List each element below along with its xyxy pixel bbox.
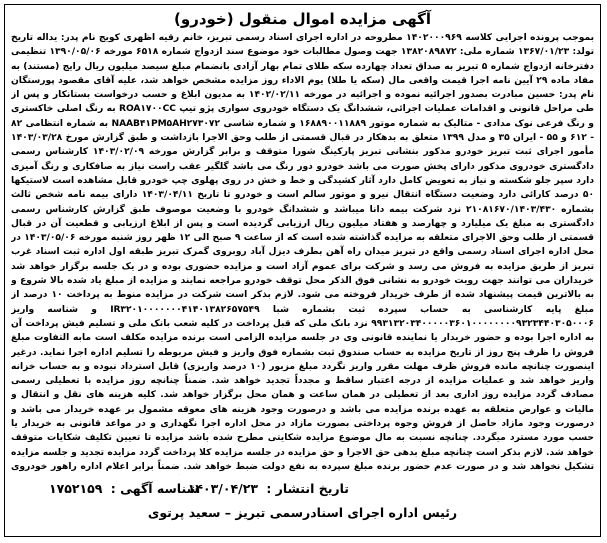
notice-footer (11, 475, 594, 531)
publish-date (188, 481, 349, 496)
footer-meta-row (11, 481, 594, 501)
ad-id-label: شناسه آگهی : (110, 481, 199, 496)
notice-title: آگهی مزایده اموال منقول (خودرو) (174, 10, 431, 28)
ad-id (49, 481, 199, 496)
notice-body: بموجب پرونده اجرایی کلاسه ۱۴۰۲۰۰۰۹۶۹ مطروحه در اداره اجرای اسناد رسمی تبریز، خانم رقیه اظهری کویج نام پدر: یداله تاریخ تولد: ۱۳۶۷/۰۱/۲۳ شماره ملی: ۱۳۸۲۰۸۹۸۷۲ جهت وصول مطالبات خود موضوع سند ازدواج شماره ۶۵۱۸ مورخه ۱۳۹۰/۰۵/۰۶ تنظیمی دفترخانه ازدواج شماره ۵ تبریز به صداق تعداد چهارده سکه طلای تمام بهار آزادی بانضمام مبلغ سیصد میلیون ریال رایج (مستند) به مفاد ماده ۲۹ آیین نامه اجرا قیمت واقعی مال (سکه یا طلا) یوم الاداء روز مزایده مشخص خواهد شد، علیه آقای مقصود پورستگان نام پدر: حسین مبادرت بصدور اجرائیه نموده و اجرائیه در مورخه ۱۴۰۲/۰۲/۱۱ به مدیون ابلاغ و حسب درخواست بستانکار و پس از طی مراحل قانونی و اقدامات عملیات اجرائی، ششدانگ یک دستگاه خودروی سواری پژو تیپ ROA۱۷۰۰CC به رنگ اصلی خاکستری و رنگ فرعی نوک مدادی - متالیک به شماره موتور ۱۶۸۸۹۰۰۱۱۸۸۹ و شماره شاسی NAAB۴۱PM۵AH۲۷۳۰۷۲ به شماره انتظامی ۸۲ - ۶۱۲ و ۵۵ - ایران ۳۵ و مدل ۱۳۹۹ متعلق به بدهکار در قبال قسمتی از طلب وحق الاجرا بازداشت و طبق گزارش مورخ ۱۴۰۳/۰۳/۲۸ مأمور اجرای ثبت تبریز خودرو مذکور بنشانی تبریز پارکینگ شورا متوقف و برابر گزارش مورخه ۱۴۰۳/۰۲/۰۹ کارشناس رسمی دادگستری خودروی مذکور دارای پخش صورت می باشد خودرو دور رنگ می باشد گلگیر عقب راست نیاز به صافکاری و رنگ آمیزی دارد سپر جلو شکسته و نیاز به تعویض کامل دارد آثار کشیدگی و خط و خش در روی پهلوی چپ خودرو قابل مشاهده است لاستیکها ۵۰ درصد کارائی دارد وضعیت دستگاه انتقال نیرو و موتور سالم است و خودرو تا تاریخ ۱۴۰۳/۰۴/۱۱ دارای بیمه نامه شخص ثالث بشماره ۲۱۰۸۱۶۷۰/۱۴۰۳/۴۳۰ نزد شرکت بیمه دانا میباشد و ششدانگ خودرو با وضعیت موصوف طبق گزارش کارشناس رسمی دادگستری به مبلغ یک میلیارد و چهارصد و هفتاد میلیون ریال ارزیابی گردیده است و پس از ابلاغ ارزیابی و قطعیت آن در قبال قسمتی از طلب وحق الاجرای متعلقه به مزایده گذاشته شده است که از ساعت ۹ صبح الی ۱۲ ظهر روز شنبه مورخه ۱۴۰۳/۰۵/۰۶ در محل اداره اجرای اسناد رسمی واقع در تبریز میدان راه آهن بطرف دیزل آباد روبروی گمرک تبریز طبقه اول اداره ثبت اسناد غرب تبریز از طریق مزایده به فروش می رسد و شرکت برای عموم آزاد است و مزایده حضوری بوده و در یک جلسه برگزار خواهد شد خریداران می توانند جهت رویت خودرو به نشانی فوق الذکر محل توقف خودرو مراجعه نمایند و مزایده از مبلغ یاد شده بالا شروع و به بالاترین قیمت پیشنهاد شده از طرف خریدار فروخته می شود. لازم بذکر است شرکت در مزایده منوط به پرداخت ۱۰ درصد از مبلغ پایه کارشناسی به حساب سپرده ثبت بشماره شبا IR۳۲۰۱۰۰۰۰۰۰۰۴۱۴۰۱۳۸۲۶۵۷۵۴۹ و شناسه واریز ۹۹۳۱۳۲۰۳۴۰۰۰۰۰۳۶۰۱۰۰۰۰۰۰۰۰۹۳۲۳۴۴۰۳۰۵۰۰۰۶ نزد بانک ملی که قبل پرداخت در کلیه شعب بانک ملی و تسلیم فیش پرداخت آن به اداره اجرا بوده و حضور خریدار یا نماینده قانونی وی در جلسه مزایده الزامی است برنده مزایده مکلف است مابه التفاوت مبلغ فروش را ظرف پنج روز از تاریخ مزایده به حساب صندوق ثبت بشماره فوق واریز و فیش مربوطه را تسلیم اداره اجرا نماید. درغیر اینصورت چنانچه مانده فروش ظرف مهلت مقرر واریز نگردد مبلغ مزبور (۱۰ درصد واریزی) قابل استرداد نبوده و به حساب خزانه واریز خواهد شد و عملیات مزایده از درجه اعتبار ساقط و مجدداً تجدید خواهد شد. ضمناً چنانچه روز مزایده با تعطیلی رسمی مصادف گردد مزایده روز اداری بعد از تعطیلی در همان ساعت و همان محل برگزار خواهد شد. کلیه هزینه های نقل و انتقال و مالیات و عوارض متعلقه به عهده برنده مزایده می باشد و درصورت وجود هزینه های معوقه مشمول بر عهده خریدار می باشد و درصورت وجود مازاد حاصل از فروش وجوه پرداختی بصورت مازاد در محل اداره اجرا نگهداری و در مواعد قانونی به خریدار یا حسب مورد مسترد میگردد. چنانچه نسبت به مال موضوع مزایده شکایتی مطرح شده باشد مزایده تا تعیین تکلیف شکایات متوقف خواهد شد. لازم بذکر است چنانچه مبلغ بدهی حق الاجرا و حق مزایده در جلسه مزایده کلا پرداخت گردد مزایده تجدید و جلسه مزایده تشکیل نخواهد شد و در صورت عدم حضور برنده مبلغ سپرده به نفع دولت ضبط خواهد شد. ضمناً برابر اعلام اداره راهور خودروی (11, 33, 594, 472)
publish-date-value: ۱۴۰۳/۰۴/۲۳ (187, 481, 258, 496)
signature-line: رئیس اداره اجرای اسنادرسمی تبریز – سعید پرتوی (147, 505, 458, 520)
ad-id-value: ۱۷۵۲۱۵۹ (49, 481, 103, 496)
publish-date-label: تاریخ انتشار : (266, 481, 349, 496)
auction-notice (4, 4, 601, 537)
